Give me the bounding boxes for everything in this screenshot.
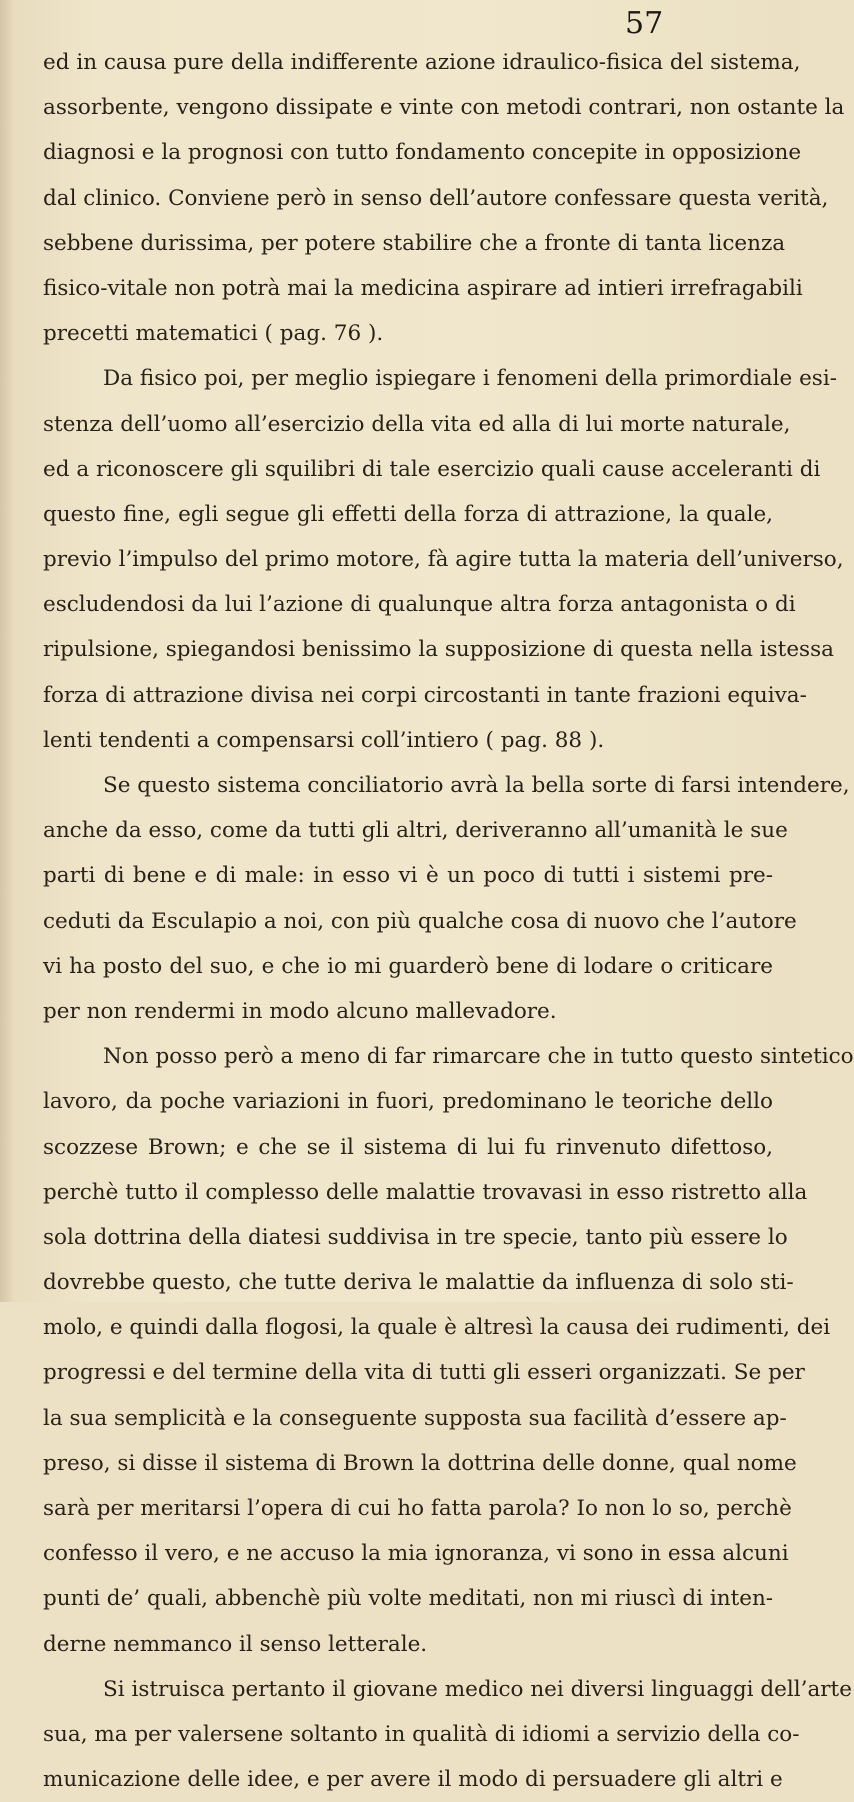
text-line: forza di attrazione divisa nei corpi circostanti in tante frazioni equiva- — [43, 682, 807, 708]
text-line: anche da esso, come da tutti gli altri, deriveranno all’umanità le sue — [43, 818, 788, 844]
text-line: lavoro, da poche variazioni in fuori, predominano le teoriche dello — [43, 1089, 773, 1115]
text-line: diagnosi e la prognosi con tutto fondamento concepite in opposizione — [43, 140, 802, 166]
body-text — [43, 40, 854, 1802]
text-line: Si istruisca pertanto il giovane medico nei diversi linguaggi dell’arte — [103, 1676, 852, 1702]
page-number: 57 — [625, 6, 664, 41]
text-line: questo fine, egli segue gli effetti della forza di attrazione, la quale, — [43, 501, 773, 527]
text-line: progressi e del termine della vita di tutti gli esseri organizzati. Se per — [43, 1360, 805, 1386]
text-line: previo l’impulso del primo motore, fà agire tutta la materia dell’universo, — [43, 547, 844, 573]
text-line: sola dottrina della diatesi suddivisa in tre specie, tanto più essere lo — [43, 1224, 788, 1250]
text-line: dal clinico. Conviene però in senso dell’autore confessare questa verità, — [43, 185, 829, 211]
text-line: precetti matematici ( pag. 76 ). — [43, 321, 384, 347]
text-line: preso, si disse il sistema di Brown la dottrina delle donne, qual nome — [43, 1450, 797, 1476]
text-line: dovrebbe questo, che tutte deriva le malattie da influenza di solo sti- — [43, 1270, 794, 1296]
text-line: assorbente, vengono dissipate e vinte con metodi contrari, non ostante la — [43, 95, 845, 121]
text-line: punti de’ quali, abbenchè più volte meditati, non mi riuscì di inten- — [43, 1586, 774, 1612]
text-line: parti di bene e di male: in esso vi è un poco di tutti i sistemi pre- — [43, 863, 773, 889]
text-line: lenti tendenti a compensarsi coll’intiero ( pag. 88 ). — [43, 727, 605, 753]
text-line: Non posso però a meno di far rimarcare che in tutto questo sintetico — [103, 1044, 854, 1070]
text-line: Se questo sistema conciliatorio avrà la bella sorte di farsi intendere, — [103, 773, 850, 798]
text-line: sua, ma per valersene soltanto in qualità di idiomi a servizio della co- — [43, 1721, 800, 1747]
text-line: molo, e quindi dalla flogosi, la quale è altresì la causa dei rudimenti, dei — [43, 1315, 831, 1341]
text-line: vi ha posto del suo, e che io mi guarderò bene di lodare o criticare — [43, 953, 773, 979]
text-line: la sua semplicità e la conseguente supposta sua facilità d’essere ap- — [43, 1405, 787, 1431]
text-line: fisico-vitale non potrà mai la medicina aspirare ad intieri irrefragabili — [43, 275, 803, 301]
page-binding-shadow — [0, 0, 14, 1302]
text-line: derne nemmanco il senso letterale. — [43, 1631, 428, 1657]
text-line: municazione delle idee, e per avere il modo di persuadere gli altri e — [43, 1767, 783, 1793]
text-line: per non rendermi in modo alcuno mallevadore. — [43, 998, 557, 1024]
text-line: stenza dell’uomo all’esercizio della vita ed alla di lui morte naturale, — [43, 411, 791, 437]
text-line: confesso il vero, e ne accuso la mia ignoranza, vi sono in essa alcuni — [43, 1541, 789, 1567]
text-line: perchè tutto il complesso delle malattie trovavasi in esso ristretto alla — [43, 1179, 808, 1205]
text-line: ripulsione, spiegandosi benissimo la supposizione di questa nella istessa — [43, 637, 834, 663]
text-line: ed in causa pure della indifferente azione idraulico-fisica del sistema, — [43, 50, 801, 75]
text-line: ed a riconoscere gli squilibri di tale esercizio quali cause acceleranti di — [43, 456, 821, 482]
text-line: ceduti da Esculapio a noi, con più qualche cosa di nuovo che l’autore — [43, 908, 797, 934]
text-line: Da fisico poi, per meglio ispiegare i fenomeni della primordiale esi- — [103, 366, 837, 392]
text-line: sarà per meritarsi l’opera di cui ho fatta parola? Io non lo so, perchè — [43, 1496, 792, 1521]
text-line: sebbene durissima, per potere stabilire che a fronte di tanta licenza — [43, 230, 786, 256]
text-line: scozzese Brown; e che se il sistema di lui fu rinvenuto difettoso, — [43, 1134, 773, 1160]
text-line: escludendosi da lui l’azione di qualunque altra forza antagonista o di — [43, 592, 796, 618]
